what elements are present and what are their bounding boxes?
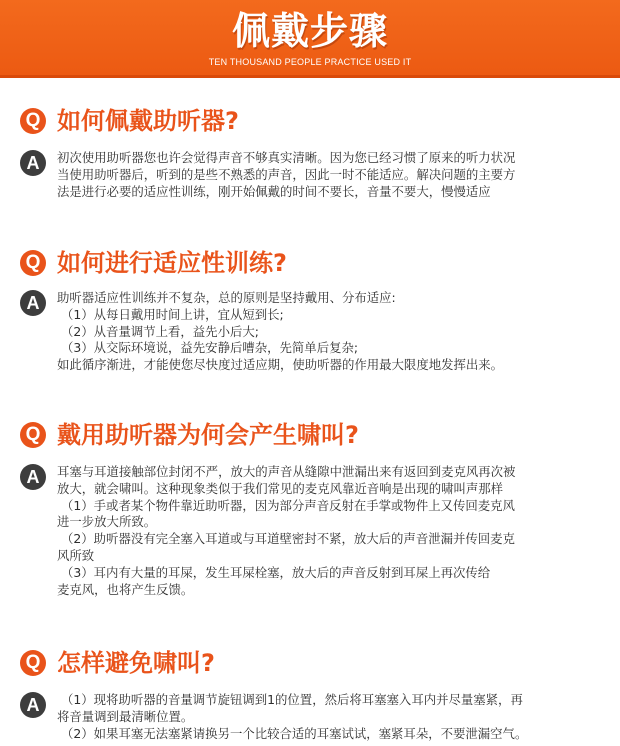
header-banner: [0, 0, 620, 78]
answer-badge-icon: A: [20, 290, 46, 316]
answer-line: 初次使用助听器您也许会觉得声音不够真实清晰。因为您已经习惯了原来的听力状况: [57, 150, 516, 165]
answer-line: （2）助听器没有完全塞入耳道或与耳道壁密封不紧，放大后的声音泄漏并传回麦克: [61, 531, 515, 547]
answer-line: （3）耳内有大量的耳屎，发生耳屎栓塞，放大后的声音反射到耳屎上再次传给: [61, 564, 491, 580]
answer-text: [57, 290, 605, 374]
answer-line: 将音量调到最清晰位置。: [57, 708, 194, 724]
answer-line: （1）现将助听器的音量调节旋钮调到1的位置，然后将耳塞塞入耳内并尽量塞紧，再: [61, 692, 523, 707]
answer-line: 进一步放大所致。: [57, 514, 157, 530]
answer-text: [57, 464, 605, 598]
answer-badge-icon: A: [20, 692, 46, 718]
question-text: 怎样避免啸叫?: [57, 649, 215, 677]
answer-line: （3）从交际环境说，益先安静后嘈杂，先简单后复杂;: [61, 340, 359, 356]
answer-text: [57, 692, 605, 742]
answer-line: 如此循序渐进，才能使您尽快度过适应期，使助听器的作用最大限度地发挥出来。: [57, 357, 504, 373]
page-subtitle: TEN THOUSAND PEOPLE PRACTICE USED IT: [208, 57, 412, 67]
answer-line: （1）手或者某个物件靠近助听器，因为部分声音反射在手掌或物件上又传回麦克风: [61, 497, 515, 513]
answer-line: 法是进行必要的适应性训练，刚开始佩戴的时间不要长，音量不要大，慢慢适应: [57, 183, 491, 199]
question-badge-icon: Q: [20, 250, 46, 276]
answer-line: 放大，就会啸叫。这种现象类似于我们常见的麦克风靠近音响是出现的啸叫声那样: [57, 480, 504, 496]
answer-line: （2）从音量调节上看，益先小后大;: [61, 323, 259, 339]
answer-line: （1）从每日戴用时间上讲，宜从短到长;: [61, 306, 284, 322]
question-badge-icon: Q: [20, 422, 46, 448]
question-text: 戴用助听器为何会产生啸叫?: [57, 421, 359, 449]
page-title: 佩戴步骤: [231, 9, 388, 53]
answer-badge-icon: A: [20, 464, 46, 490]
answer-line: 风所致: [57, 547, 95, 563]
answer-line: 麦克风，也将产生反馈。: [57, 581, 194, 597]
question-text: 如何佩戴助听器?: [57, 107, 239, 135]
question-badge-icon: Q: [20, 650, 46, 676]
answer-line: 助听器适应性训练并不复杂，总的原则是坚持戴用、分布适应:: [57, 290, 396, 305]
question-text: 如何进行适应性训练?: [57, 249, 287, 277]
answer-line: （2）如果耳塞无法塞紧请换另一个比较合适的耳塞试试，塞紧耳朵，不要泄漏空气。: [61, 725, 528, 741]
question-badge-icon: Q: [20, 108, 46, 134]
answer-line: 当使用助听器后，听到的是些不熟悉的声音，因此一时不能适应。解决问题的主要方: [57, 166, 516, 182]
answer-badge-icon: A: [20, 150, 46, 176]
answer-text: [57, 150, 605, 200]
answer-line: 耳塞与耳道接触部位封闭不严，放大的声音从缝隙中泄漏出来有返回到麦克风再次被: [57, 464, 516, 479]
